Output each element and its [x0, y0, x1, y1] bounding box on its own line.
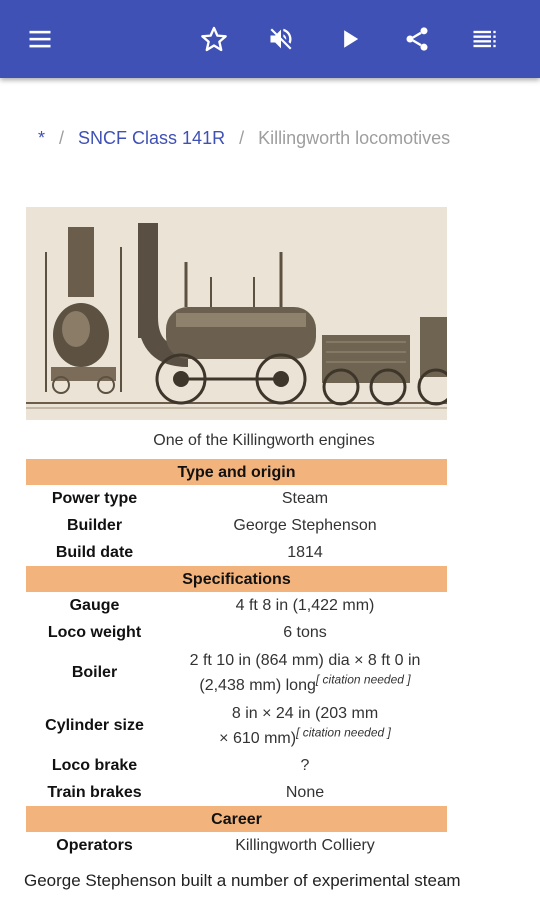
value-line: 8 in × 24 in (203 mm	[231, 704, 379, 722]
mute-icon	[267, 25, 295, 53]
row-value: Steam	[281, 490, 329, 507]
image-caption: One of the Killingworth engines	[153, 432, 375, 449]
menu-button[interactable]	[20, 19, 60, 59]
row-value	[163, 699, 447, 752]
row-label: Builder	[66, 517, 123, 534]
value-line: × 610 mm)	[219, 729, 297, 747]
list-icon	[470, 25, 498, 53]
section-type-origin: Type and origin	[26, 459, 447, 485]
row-label: Train brakes	[47, 784, 142, 801]
row-value: ?	[300, 757, 310, 774]
row-value: 6 tons	[283, 624, 327, 641]
infobox-row	[26, 779, 447, 806]
infobox-row	[26, 619, 447, 646]
menu-icon	[26, 25, 54, 53]
row-value: None	[285, 784, 325, 801]
row-label: Build date	[55, 544, 134, 561]
play-button[interactable]	[330, 19, 370, 59]
contents-button[interactable]	[464, 19, 504, 59]
article-paragraph: George Stephenson built a number of experimental steam	[24, 871, 461, 890]
locomotive-image[interactable]	[26, 207, 447, 420]
infobox-row	[26, 512, 447, 539]
app-bar	[0, 0, 540, 78]
row-label: Operators	[56, 837, 133, 854]
row-value[interactable]: Killingworth Colliery	[235, 837, 375, 854]
infobox-row	[26, 539, 447, 566]
breadcrumb	[38, 128, 450, 149]
infobox-row	[26, 832, 447, 859]
mute-button[interactable]	[261, 19, 301, 59]
section-specifications: Specifications	[26, 566, 447, 592]
play-icon	[336, 25, 364, 53]
infobox-row	[26, 485, 447, 512]
breadcrumb-current: Killingworth locomotives	[258, 128, 451, 148]
share-button[interactable]	[397, 19, 437, 59]
value-line: (2,438 mm) long	[199, 676, 316, 694]
row-label: Boiler	[71, 664, 118, 681]
row-value: 1814	[287, 544, 323, 561]
row-value: 4 ft 8 in (1,422 mm)	[235, 597, 375, 614]
infobox-section-header	[26, 566, 447, 592]
row-label: Loco brake	[51, 757, 138, 774]
row-label: Cylinder size	[45, 717, 144, 734]
infobox-section-header	[26, 459, 447, 485]
infobox-row	[26, 699, 447, 752]
row-value	[163, 646, 447, 699]
infobox-row	[26, 646, 447, 699]
breadcrumb-parent[interactable]: SNCF Class 141R	[78, 128, 226, 148]
favorite-button[interactable]	[194, 19, 234, 59]
star-icon	[200, 25, 228, 53]
citation-needed[interactable]: [ citation needed ]	[315, 672, 411, 687]
share-icon	[403, 25, 431, 53]
row-label: Loco weight	[47, 624, 142, 641]
infobox-row	[26, 752, 447, 779]
row-label: Gauge	[69, 597, 120, 614]
infobox-section-header	[26, 806, 447, 832]
breadcrumb-separator: /	[59, 128, 65, 148]
row-label: Power type	[51, 490, 138, 507]
value-line: 2 ft 10 in (864 mm) dia × 8 ft 0 in	[189, 651, 421, 669]
breadcrumb-root[interactable]: *	[38, 128, 46, 148]
citation-needed[interactable]: [ citation needed ]	[296, 725, 391, 740]
infobox-row	[26, 592, 447, 619]
row-value[interactable]: George Stephenson	[233, 517, 377, 534]
infobox	[26, 459, 447, 859]
breadcrumb-separator: /	[239, 128, 245, 148]
locomotive-drawing	[26, 207, 447, 420]
section-career: Career	[26, 806, 447, 832]
